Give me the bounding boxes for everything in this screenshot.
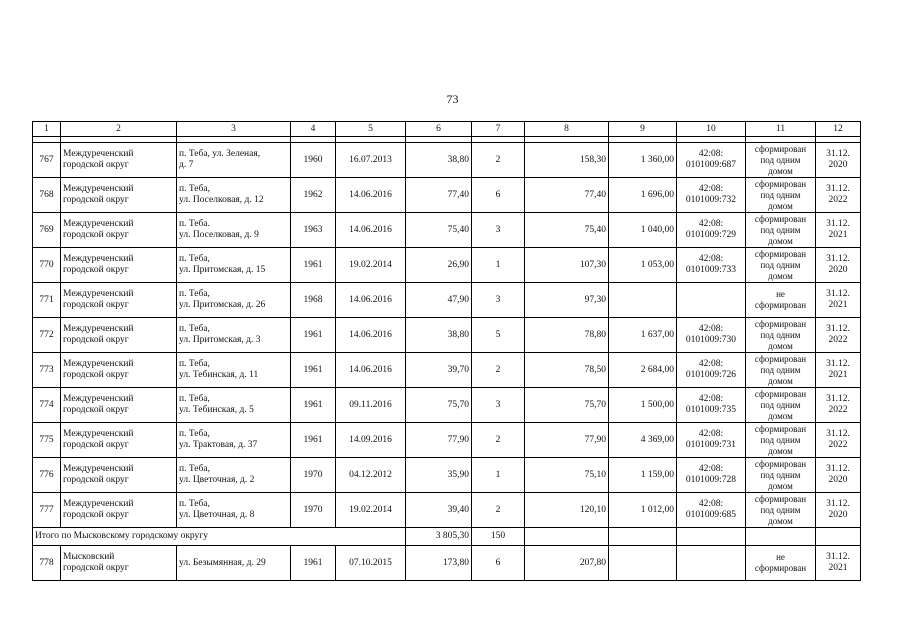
area-cell: 75,40 xyxy=(406,213,472,248)
year-cell: 1961 xyxy=(291,248,336,283)
table-row xyxy=(33,423,861,458)
date-cell: 07.10.2015 xyxy=(336,546,406,581)
column-number: 7 xyxy=(472,122,525,137)
table-row xyxy=(33,388,861,423)
municipality-cell: Мысковский городской округ xyxy=(61,546,177,581)
residents-cell: 3 xyxy=(472,388,525,423)
year-cell: 1968 xyxy=(291,283,336,318)
municipality-cell: Междуреченский городской округ xyxy=(61,458,177,493)
column-number: 5 xyxy=(336,122,406,137)
end-date-cell: 31.12. 2020 xyxy=(816,143,861,178)
column-number: 8 xyxy=(525,122,609,137)
cost-cell: 1 053,00 xyxy=(609,248,677,283)
address-cell: п. Теба, ул. Цветочная, д. 8 xyxy=(177,493,291,528)
address-cell: п. Теба, ул. Зеленая, д. 7 xyxy=(177,143,291,178)
residents-cell: 5 xyxy=(472,318,525,353)
area-cell: 77,90 xyxy=(406,423,472,458)
area-cell: 77,40 xyxy=(406,178,472,213)
page-number: 73 xyxy=(446,92,459,106)
residents-cell: 1 xyxy=(472,248,525,283)
row-number: 770 xyxy=(33,248,61,283)
residents-cell: 6 xyxy=(472,178,525,213)
land-status-cell: сформирован под одним домом xyxy=(746,248,816,283)
area-cell: 38,80 xyxy=(406,318,472,353)
land-status-cell: сформирован под одним домом xyxy=(746,423,816,458)
empty-cell xyxy=(609,528,677,546)
municipality-cell: Междуреченский городской округ xyxy=(61,213,177,248)
total-residents: 150 xyxy=(472,528,525,546)
table-row xyxy=(33,248,861,283)
table-row xyxy=(33,143,861,178)
total-area-cell: 97,30 xyxy=(525,283,609,318)
end-date-cell: 31.12. 2021 xyxy=(816,353,861,388)
row-number: 768 xyxy=(33,178,61,213)
area-cell: 75,70 xyxy=(406,388,472,423)
date-cell: 19.02.2014 xyxy=(336,493,406,528)
empty-cell xyxy=(677,528,746,546)
residents-cell: 3 xyxy=(472,283,525,318)
total-area-cell: 158,30 xyxy=(525,143,609,178)
total-area-cell: 75,10 xyxy=(525,458,609,493)
address-cell: п. Теба, ул. Трактовая, д. 37 xyxy=(177,423,291,458)
table-row xyxy=(33,213,861,248)
end-date-cell: 31.12. 2022 xyxy=(816,318,861,353)
address-cell: п. Теба, ул. Притомская, д. 26 xyxy=(177,283,291,318)
cadastral-number-cell xyxy=(677,283,746,318)
area-cell: 173,80 xyxy=(406,546,472,581)
row-number: 774 xyxy=(33,388,61,423)
total-area-cell: 75,70 xyxy=(525,388,609,423)
year-cell: 1963 xyxy=(291,213,336,248)
date-cell: 14.09.2016 xyxy=(336,423,406,458)
empty-cell xyxy=(525,528,609,546)
land-status-cell: сформирован под одним домом xyxy=(746,353,816,388)
total-area: 3 805,30 xyxy=(406,528,472,546)
table-row xyxy=(33,178,861,213)
row-number: 769 xyxy=(33,213,61,248)
cost-cell xyxy=(609,283,677,318)
housing-registry-table xyxy=(32,121,861,581)
municipality-cell: Междуреченский городской округ xyxy=(61,283,177,318)
year-cell: 1970 xyxy=(291,458,336,493)
cost-cell: 1 637,00 xyxy=(609,318,677,353)
column-number: 2 xyxy=(61,122,177,137)
table-row xyxy=(33,546,861,581)
row-number: 773 xyxy=(33,353,61,388)
date-cell: 14.06.2016 xyxy=(336,283,406,318)
date-cell: 14.06.2016 xyxy=(336,213,406,248)
table-row xyxy=(33,318,861,353)
address-cell: п. Теба, ул. Притомская, д. 3 xyxy=(177,318,291,353)
row-number: 777 xyxy=(33,493,61,528)
column-number: 12 xyxy=(816,122,861,137)
year-cell: 1961 xyxy=(291,546,336,581)
address-cell: п. Теба, ул. Поселковая, д. 12 xyxy=(177,178,291,213)
land-status-cell: не сформирован xyxy=(746,546,816,581)
column-number: 3 xyxy=(177,122,291,137)
municipality-cell: Междуреченский городской округ xyxy=(61,248,177,283)
total-area-cell: 75,40 xyxy=(525,213,609,248)
cost-cell: 4 369,00 xyxy=(609,423,677,458)
land-status-cell: сформирован под одним домом xyxy=(746,318,816,353)
date-cell: 14.06.2016 xyxy=(336,353,406,388)
total-area-cell: 77,90 xyxy=(525,423,609,458)
cost-cell: 1 500,00 xyxy=(609,388,677,423)
address-cell: п. Теба, ул. Цветочная, д. 2 xyxy=(177,458,291,493)
total-area-cell: 107,30 xyxy=(525,248,609,283)
end-date-cell: 31.12. 2020 xyxy=(816,493,861,528)
cadastral-number-cell: 42:08: 0101009:726 xyxy=(677,353,746,388)
column-number: 1 xyxy=(33,122,61,137)
year-cell: 1970 xyxy=(291,493,336,528)
land-status-cell: сформирован под одним домом xyxy=(746,493,816,528)
year-cell: 1961 xyxy=(291,318,336,353)
land-status-cell: не сформирован xyxy=(746,283,816,318)
year-cell: 1961 xyxy=(291,423,336,458)
cadastral-number-cell: 42:08: 0101009:731 xyxy=(677,423,746,458)
cadastral-number-cell: 42:08: 0101009:685 xyxy=(677,493,746,528)
residents-cell: 2 xyxy=(472,423,525,458)
cadastral-number-cell: 42:08: 0101009:733 xyxy=(677,248,746,283)
date-cell: 14.06.2016 xyxy=(336,318,406,353)
cost-cell: 1 159,00 xyxy=(609,458,677,493)
area-cell: 35,90 xyxy=(406,458,472,493)
year-cell: 1960 xyxy=(291,143,336,178)
address-cell: п. Теба, ул. Тебинская, д. 11 xyxy=(177,353,291,388)
cost-cell xyxy=(609,546,677,581)
area-cell: 38,80 xyxy=(406,143,472,178)
column-number: 6 xyxy=(406,122,472,137)
row-number: 775 xyxy=(33,423,61,458)
residents-cell: 2 xyxy=(472,493,525,528)
column-number: 10 xyxy=(677,122,746,137)
residents-cell: 2 xyxy=(472,143,525,178)
row-number: 772 xyxy=(33,318,61,353)
column-number: 4 xyxy=(291,122,336,137)
year-cell: 1961 xyxy=(291,353,336,388)
cost-cell: 1 040,00 xyxy=(609,213,677,248)
address-cell: ул. Безымянная, д. 29 xyxy=(177,546,291,581)
cadastral-number-cell: 42:08: 0101009:735 xyxy=(677,388,746,423)
residents-cell: 2 xyxy=(472,353,525,388)
area-cell: 47,90 xyxy=(406,283,472,318)
table-row xyxy=(33,493,861,528)
address-cell: п. Теба, ул. Притомская, д. 15 xyxy=(177,248,291,283)
cost-cell: 1 360,00 xyxy=(609,143,677,178)
total-label: Итого по Мысковскому городскому округу xyxy=(33,528,406,546)
empty-cell xyxy=(816,528,861,546)
row-number: 778 xyxy=(33,546,61,581)
cadastral-number-cell: 42:08: 0101009:687 xyxy=(677,143,746,178)
end-date-cell: 31.12. 2020 xyxy=(816,458,861,493)
total-area-cell: 120,10 xyxy=(525,493,609,528)
municipality-cell: Междуреченский городской округ xyxy=(61,493,177,528)
cadastral-number-cell: 42:08: 0101009:730 xyxy=(677,318,746,353)
table-row xyxy=(33,458,861,493)
area-cell: 39,40 xyxy=(406,493,472,528)
total-area-cell: 207,80 xyxy=(525,546,609,581)
column-number: 11 xyxy=(746,122,816,137)
date-cell: 04.12.2012 xyxy=(336,458,406,493)
address-cell: п. Теба, ул. Тебинская, д. 5 xyxy=(177,388,291,423)
end-date-cell: 31.12. 2021 xyxy=(816,213,861,248)
area-cell: 26,90 xyxy=(406,248,472,283)
land-status-cell: сформирован под одним домом xyxy=(746,458,816,493)
table-row xyxy=(33,283,861,318)
land-status-cell: сформирован под одним домом xyxy=(746,178,816,213)
address-cell: п. Теба. ул. Поселковая, д. 9 xyxy=(177,213,291,248)
date-cell: 19.02.2014 xyxy=(336,248,406,283)
row-number: 767 xyxy=(33,143,61,178)
cadastral-number-cell: 42:08: 0101009:729 xyxy=(677,213,746,248)
total-area-cell: 77,40 xyxy=(525,178,609,213)
land-status-cell: сформирован под одним домом xyxy=(746,143,816,178)
column-number: 9 xyxy=(609,122,677,137)
municipality-cell: Междуреченский городской округ xyxy=(61,423,177,458)
municipality-cell: Междуреченский городской округ xyxy=(61,388,177,423)
end-date-cell: 31.12. 2022 xyxy=(816,178,861,213)
year-cell: 1961 xyxy=(291,388,336,423)
residents-cell: 3 xyxy=(472,213,525,248)
cadastral-number-cell xyxy=(677,546,746,581)
municipality-cell: Междуреченский городской округ xyxy=(61,318,177,353)
municipality-cell: Междуреченский городской округ xyxy=(61,178,177,213)
end-date-cell: 31.12. 2022 xyxy=(816,423,861,458)
year-cell: 1962 xyxy=(291,178,336,213)
end-date-cell: 31.12. 2021 xyxy=(816,283,861,318)
end-date-cell: 31.12. 2022 xyxy=(816,388,861,423)
land-status-cell: сформирован под одним домом xyxy=(746,213,816,248)
row-number: 776 xyxy=(33,458,61,493)
date-cell: 14.06.2016 xyxy=(336,178,406,213)
municipality-cell: Междуреченский городской округ xyxy=(61,143,177,178)
residents-cell: 1 xyxy=(472,458,525,493)
total-area-cell: 78,80 xyxy=(525,318,609,353)
land-status-cell: сформирован под одним домом xyxy=(746,388,816,423)
cadastral-number-cell: 42:08: 0101009:728 xyxy=(677,458,746,493)
cost-cell: 1 696,00 xyxy=(609,178,677,213)
municipality-cell: Междуреченский городской округ xyxy=(61,353,177,388)
end-date-cell: 31.12. 2020 xyxy=(816,248,861,283)
residents-cell: 6 xyxy=(472,546,525,581)
cost-cell: 2 684,00 xyxy=(609,353,677,388)
end-date-cell: 31.12. 2021 xyxy=(816,546,861,581)
column-number-row xyxy=(33,122,861,137)
table-row xyxy=(33,353,861,388)
cost-cell: 1 012,00 xyxy=(609,493,677,528)
total-area-cell: 78,50 xyxy=(525,353,609,388)
cadastral-number-cell: 42:08: 0101009:732 xyxy=(677,178,746,213)
area-cell: 39,70 xyxy=(406,353,472,388)
total-row xyxy=(33,528,861,546)
date-cell: 09.11.2016 xyxy=(336,388,406,423)
row-number: 771 xyxy=(33,283,61,318)
empty-cell xyxy=(746,528,816,546)
date-cell: 16.07.2013 xyxy=(336,143,406,178)
